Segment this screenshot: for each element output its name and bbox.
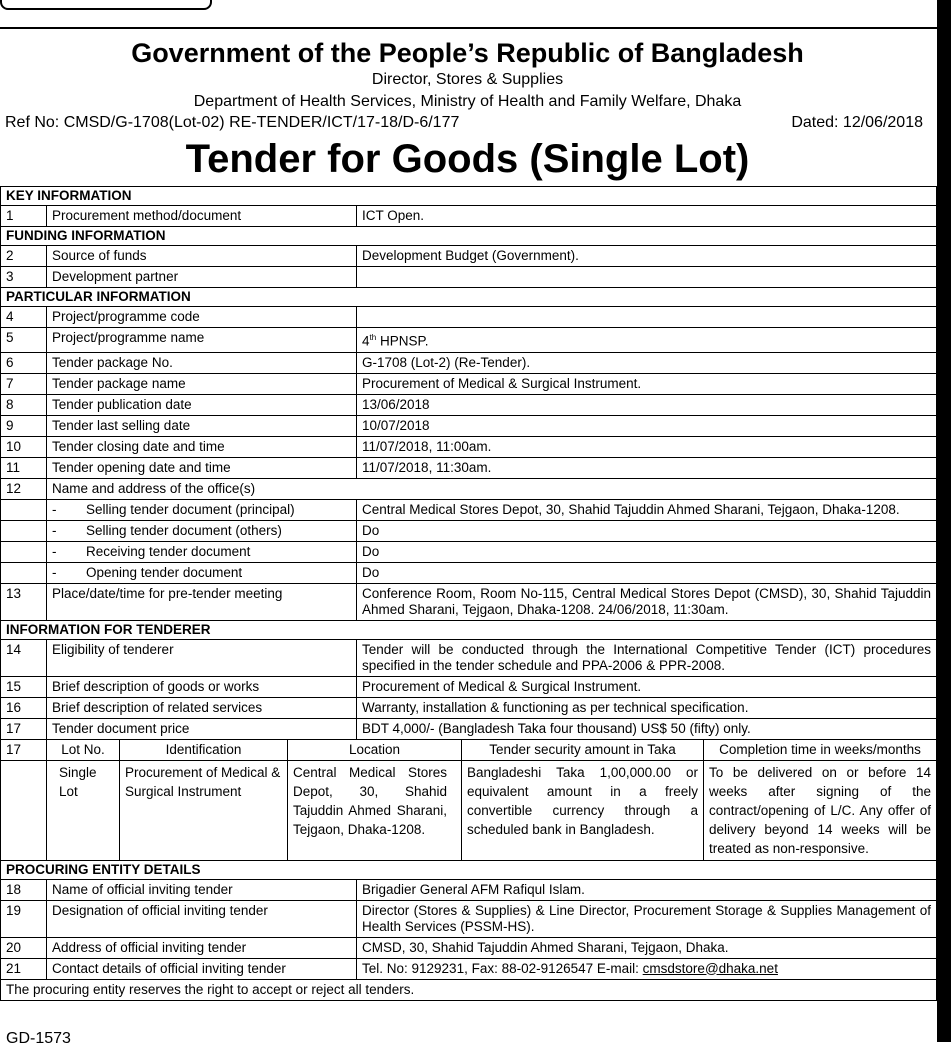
- table-row: [1, 562, 937, 583]
- row-value: Do: [357, 520, 937, 541]
- table-row: [1, 676, 937, 697]
- row-label: Place/date/time for pre-tender meeting: [47, 583, 357, 620]
- row-no: 6: [1, 352, 47, 373]
- row-no: 7: [1, 373, 47, 394]
- table-row: [1, 937, 937, 958]
- table-row: [1, 478, 937, 499]
- table-row: [1, 436, 937, 457]
- row-no: 19: [1, 900, 47, 937]
- row-value: Development Budget (Government).: [357, 246, 937, 267]
- lot-row: [1, 760, 937, 860]
- row-label: Contact details of official inviting tender: [47, 958, 357, 979]
- table-row: [1, 246, 937, 267]
- tender-notice: [0, 29, 935, 1001]
- section-row: [1, 288, 937, 307]
- row-label: Project/programme code: [47, 307, 357, 328]
- top-decoration: [0, 0, 212, 10]
- table-row: [1, 958, 937, 979]
- table-row: [1, 718, 937, 739]
- row-value: Director (Stores & Supplies) & Line Director, Procurement Storage & Supplies Management of Health Services (PSSM-HS).: [357, 900, 937, 937]
- row-no: 18: [1, 879, 47, 900]
- lot-no: Single Lot: [47, 760, 120, 860]
- lot-completion: To be delivered on or before 14 weeks after signing of the contract/opening of L/C. Any offer of delivery beyond 14 weeks will be treated as non-responsive.: [704, 760, 937, 860]
- programme-name: HPNSP.: [376, 333, 429, 349]
- table-row: [1, 583, 937, 620]
- row-value: Brigadier General AFM Rafiqul Islam.: [357, 879, 937, 900]
- section-entity: PROCURING ENTITY DETAILS: [1, 860, 937, 879]
- tender-table: [0, 186, 937, 1001]
- row-no: 10: [1, 436, 47, 457]
- table-row: [1, 499, 937, 520]
- row-no: 13: [1, 583, 47, 620]
- table-row: [1, 520, 937, 541]
- row-no: 1: [1, 206, 47, 227]
- table-row: [1, 307, 937, 328]
- row-label: Procurement method/document: [47, 206, 357, 227]
- row-label: - Selling tender document (others): [47, 520, 357, 541]
- lot-header-identification: Identification: [120, 739, 288, 760]
- row-no: 5: [1, 328, 47, 353]
- row-label: - Receiving tender document: [47, 541, 357, 562]
- section-particular: PARTICULAR INFORMATION: [1, 288, 937, 307]
- row-label: - Opening tender document: [47, 562, 357, 583]
- section-key: KEY INFORMATION: [1, 187, 937, 206]
- row-value: Procurement of Medical & Surgical Instrument.: [357, 373, 937, 394]
- ref-line: [0, 113, 935, 133]
- dash: -: [52, 501, 57, 517]
- table-row: [1, 697, 937, 718]
- row-no: 9: [1, 415, 47, 436]
- section-tenderer: INFORMATION FOR TENDERER: [1, 620, 937, 639]
- row-value: [357, 267, 937, 288]
- row-label: Tender package No.: [47, 352, 357, 373]
- section-row: [1, 620, 937, 639]
- lot-identification: Procurement of Medical & Surgical Instrument: [120, 760, 288, 860]
- row-label: Tender publication date: [47, 394, 357, 415]
- row-value: ICT Open.: [357, 206, 937, 227]
- row-label: Designation of official inviting tender: [47, 900, 357, 937]
- row-no: 2: [1, 246, 47, 267]
- email-link[interactable]: cmsdstore@dhaka.net: [642, 960, 778, 976]
- dash: -: [52, 522, 57, 538]
- row-label: Name of official inviting tender: [47, 879, 357, 900]
- table-row: [1, 900, 937, 937]
- row-no: 8: [1, 394, 47, 415]
- table-row: [1, 352, 937, 373]
- lot-header-location: Location: [288, 739, 462, 760]
- row-value: Do: [357, 562, 937, 583]
- row-value: Procurement of Medical & Surgical Instrument.: [357, 676, 937, 697]
- ref-number: Ref No: CMSD/G-1708(Lot-02) RE-TENDER/ICT/17-18/D-6/177: [5, 114, 460, 131]
- row-no: 17: [1, 739, 47, 760]
- lot-header-completion: Completion time in weeks/months: [704, 739, 937, 760]
- row-value: Conference Room, Room No-115, Central Medical Stores Depot (CMSD), 30, Shahid Tajuddin Ahmed Sharani, Tejgaon, Dhaka-1208. 24/06/2018, 11:30am.: [357, 583, 937, 620]
- section-funding: FUNDING INFORMATION: [1, 227, 937, 246]
- row-no: 12: [1, 478, 47, 499]
- row-label: Tender opening date and time: [47, 457, 357, 478]
- row-label: Brief description of related services: [47, 697, 357, 718]
- table-row: [1, 267, 937, 288]
- gov-title: Government of the People’s Republic of Bangladesh: [131, 38, 804, 68]
- row-no: 15: [1, 676, 47, 697]
- row-label: Tender last selling date: [47, 415, 357, 436]
- row-label: Tender package name: [47, 373, 357, 394]
- table-row: [1, 457, 937, 478]
- ordinal-suffix: th: [369, 333, 377, 342]
- row-no: 17: [1, 718, 47, 739]
- row-label: Tender document price: [47, 718, 357, 739]
- table-row: [1, 639, 937, 676]
- row-no: 3: [1, 267, 47, 288]
- row-label: Name and address of the office(s): [47, 478, 937, 499]
- dash: -: [52, 564, 57, 580]
- row-value: Do: [357, 541, 937, 562]
- row-no: 14: [1, 639, 47, 676]
- table-row: [1, 394, 937, 415]
- table-row: [1, 415, 937, 436]
- row-value: [357, 328, 937, 353]
- row-label: Brief description of goods or works: [47, 676, 357, 697]
- row-value: G-1708 (Lot-2) (Re-Tender).: [357, 352, 937, 373]
- reserve-note: The procuring entity reserves the right to accept or reject all tenders.: [1, 979, 937, 1000]
- row-label: Development partner: [47, 267, 357, 288]
- footer-row: [1, 979, 937, 1000]
- programme-number: 4: [362, 333, 370, 349]
- table-row: [1, 541, 937, 562]
- section-row: [1, 860, 937, 879]
- row-value: BDT 4,000/- (Bangladesh Taka four thousand) US$ 50 (fifty) only.: [357, 718, 937, 739]
- table-row: [1, 206, 937, 227]
- row-label: Tender closing date and time: [47, 436, 357, 457]
- row-value: Central Medical Stores Depot, 30, Shahid Tajuddin Ahmed Sharani, Tejgaon, Dhaka-1208.: [357, 499, 937, 520]
- row-value: 10/07/2018: [357, 415, 937, 436]
- lot-header-security: Tender security amount in Taka: [462, 739, 704, 760]
- lot-header-lot: Lot No.: [47, 739, 120, 760]
- row-no: 16: [1, 697, 47, 718]
- row-value: 11/07/2018, 11:30am.: [357, 457, 937, 478]
- row-label: Eligibility of tenderer: [47, 639, 357, 676]
- dated: Dated: 12/06/2018: [791, 114, 923, 131]
- lot-location: Central Medical Stores Depot, 30, Shahid Tajuddin Ahmed Sharani, Tejgaon, Dhaka-1208.: [288, 760, 462, 860]
- right-edge-bar: [937, 0, 951, 1042]
- section-row: [1, 187, 937, 206]
- tender-title: Tender for Goods (Single Lot): [185, 137, 750, 181]
- office-line: Director, Stores & Supplies: [371, 71, 564, 88]
- footer-code: GD-1573: [6, 1030, 71, 1047]
- table-row: [1, 328, 937, 353]
- row-value: CMSD, 30, Shahid Tajuddin Ahmed Sharani, Tejgaon, Dhaka.: [357, 937, 937, 958]
- row-label: Address of official inviting tender: [47, 937, 357, 958]
- row-value: Warranty, installation & functioning as per technical specification.: [357, 697, 937, 718]
- table-row: [1, 879, 937, 900]
- row-value: Tender will be conducted through the International Competitive Tender (ICT) procedures specified in the tender schedule and PPA-2006 & PPR-2008.: [357, 639, 937, 676]
- row-value: Tel. No: 9129231, Fax: 88-02-9126547 E-mail: cmsdstore@dhaka.net: [357, 958, 937, 979]
- row-value: 11/07/2018, 11:00am.: [357, 436, 937, 457]
- department-line: Department of Health Services, Ministry of Health and Family Welfare, Dhaka: [193, 93, 742, 110]
- row-no: 4: [1, 307, 47, 328]
- lot-header-row: [1, 739, 937, 760]
- section-row: [1, 227, 937, 246]
- dash: -: [52, 543, 57, 559]
- row-label: Source of funds: [47, 246, 357, 267]
- row-no: 11: [1, 457, 47, 478]
- table-row: [1, 373, 937, 394]
- row-label: Project/programme name: [47, 328, 357, 353]
- row-label: - Selling tender document (principal): [47, 499, 357, 520]
- row-value: [357, 307, 937, 328]
- row-value: 13/06/2018: [357, 394, 937, 415]
- lot-security: Bangladeshi Taka 1,00,000.00 or equivalent amount in a freely convertible currency through a scheduled bank in Bangladesh.: [462, 760, 704, 860]
- row-no: 21: [1, 958, 47, 979]
- row-no: 20: [1, 937, 47, 958]
